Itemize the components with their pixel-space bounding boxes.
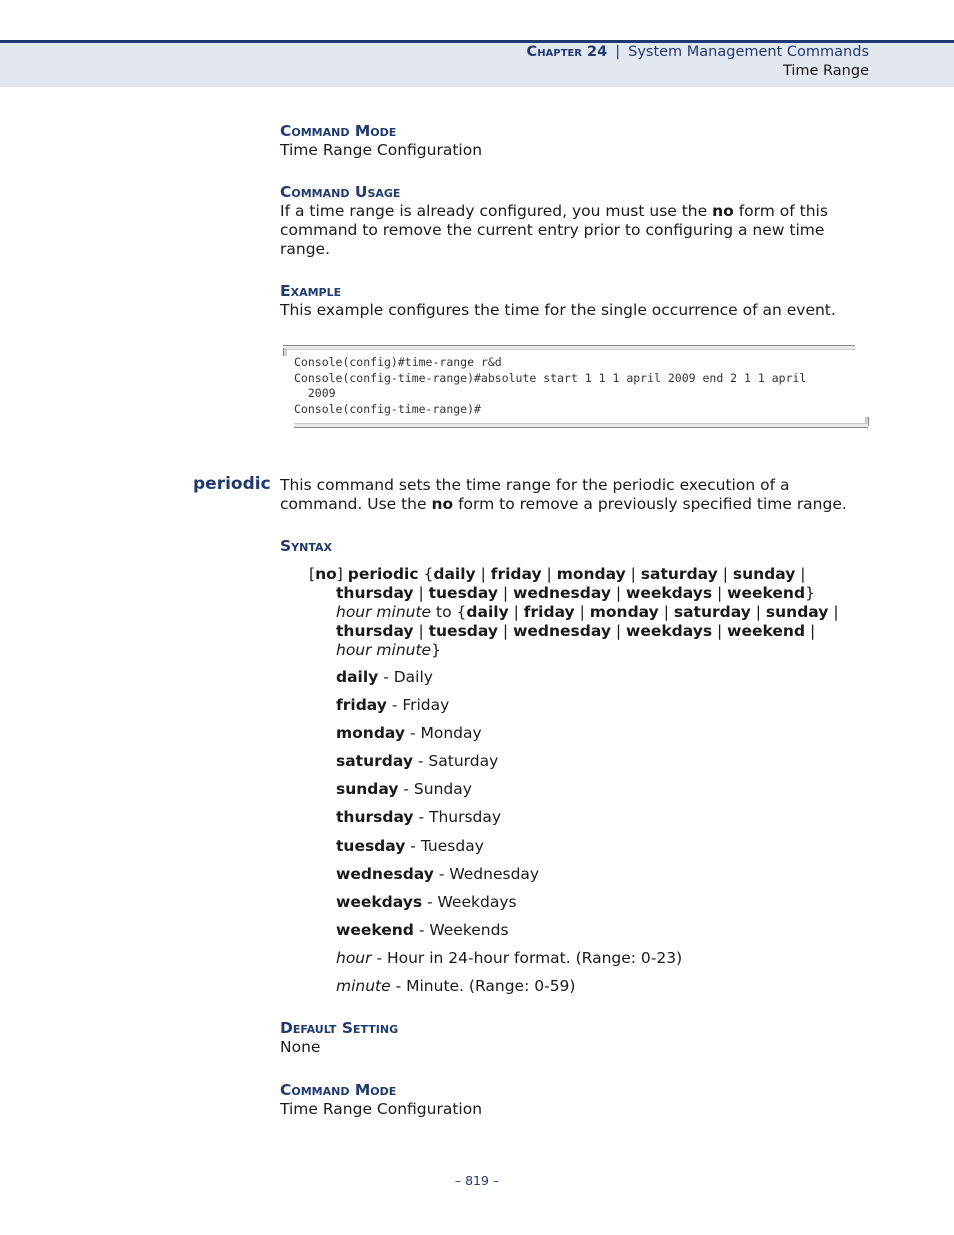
usage-text-after: form of this command to remove the current entry prior to configuring a new time range.: [280, 202, 828, 258]
definition-row: hour - Hour in 24-hour format. (Range: 0-23): [336, 948, 683, 967]
syntax-line-1: [no] periodic {daily | friday | monday | saturday | sunday |: [309, 565, 806, 583]
definition-row: sunday - Sunday: [336, 780, 472, 799]
definition-row: friday - Friday: [336, 696, 450, 715]
code-box-bottom-rule: [294, 423, 868, 428]
code-example: Console(config)#time-range r&d Console(config-time-range)#absolute start 1 1 1 april 2009 end 2 1 1 april 2009 Console(config-time-range)#: [294, 355, 807, 416]
subsection-title: Time Range: [782, 63, 869, 79]
example-text: This example configures the time for the single occurrence of an event.: [280, 301, 836, 319]
page-number: – 819 –: [454, 1173, 500, 1188]
syntax-line-3: hour minute to {daily | friday | monday | saturday | sunday |: [336, 603, 839, 621]
periodic-command-title: periodic: [193, 474, 271, 494]
section-title: System Management Commands: [628, 44, 869, 60]
definition-row: weekend - Weekends: [336, 920, 509, 939]
header-chapter-line: [527, 44, 869, 60]
chapter-label: Chapter 24: [526, 44, 608, 60]
code-box-top-rule: [283, 345, 855, 350]
periodic-keyword-no: no: [431, 495, 454, 513]
syntax-line-2: thursday | tuesday | wednesday | weekdays | weekend}: [336, 584, 815, 602]
command-mode-heading-2: Command Mode: [280, 1081, 397, 1099]
definition-row: weekdays - Weekdays: [336, 892, 517, 911]
syntax-line-5: hour minute}: [336, 641, 441, 659]
command-usage-heading: Command Usage: [280, 183, 401, 201]
default-setting-heading: Default Setting: [280, 1019, 399, 1037]
syntax-heading: Syntax: [280, 537, 332, 555]
definition-row: saturday - Saturday: [336, 752, 499, 771]
periodic-desc-before: This command sets the time range for the periodic execution of a command. Use the: [280, 476, 790, 513]
definition-row: monday - Monday: [336, 724, 482, 743]
code-example-box: [283, 345, 868, 430]
example-heading: Example: [280, 282, 342, 300]
parameter-definitions: [336, 667, 682, 1004]
definition-row: minute - Minute. (Range: 0-59): [336, 977, 576, 996]
usage-keyword-no: no: [712, 202, 734, 220]
syntax-line-4: thursday | tuesday | wednesday | weekdays | weekend |: [336, 622, 816, 640]
header-separator: |: [615, 44, 621, 60]
syntax-block: [309, 565, 864, 660]
periodic-description: [280, 476, 860, 514]
command-mode-text-2: Time Range Configuration: [280, 1100, 483, 1118]
default-setting-text: None: [280, 1038, 321, 1056]
code-box-left-edge: [283, 348, 287, 356]
command-usage-text: [280, 202, 860, 259]
definition-row: tuesday - Tuesday: [336, 836, 484, 855]
definition-row: daily - Daily: [336, 668, 433, 686]
command-mode-heading: Command Mode: [280, 122, 397, 140]
usage-text-before: If a time range is already configured, you must use the: [280, 202, 713, 220]
definition-row: wednesday - Wednesday: [336, 864, 540, 883]
command-mode-text: Time Range Configuration: [280, 141, 483, 159]
definition-row: thursday - Thursday: [336, 808, 502, 827]
periodic-desc-after: form to remove a previously specified time range.: [453, 495, 847, 513]
